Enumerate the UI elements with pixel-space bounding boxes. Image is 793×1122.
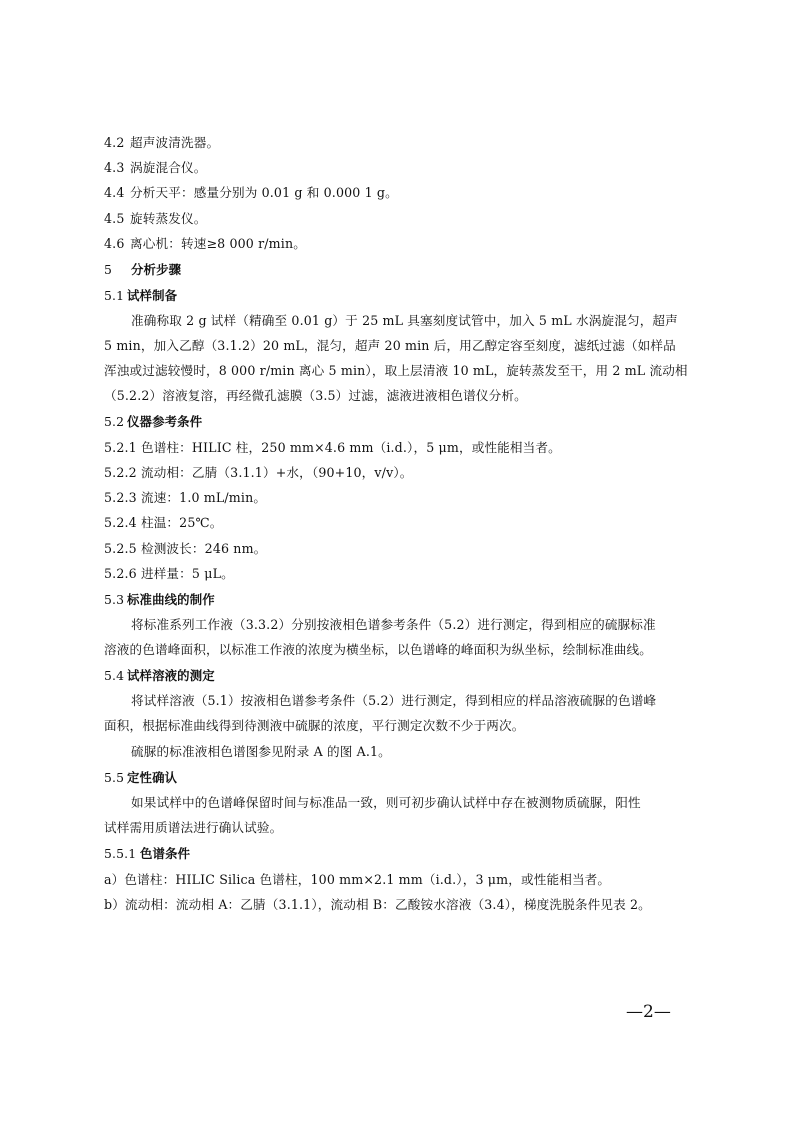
section-title: 色谱条件 bbox=[140, 846, 191, 861]
section-title: 试样制备 bbox=[127, 288, 178, 303]
section-number: 5.5.1 bbox=[104, 846, 137, 861]
item-number: 4.3 bbox=[104, 160, 125, 175]
paragraph-line: 面积，根据标准曲线得到待测液中硫脲的浓度，平行测定次数不少于两次。 bbox=[104, 718, 525, 733]
section-number: 5.1 bbox=[104, 288, 125, 303]
paragraph-line: 5 min，加入乙醇（3.1.2）20 mL，混匀，超声 20 min 后，用乙醇定容至刻度，滤纸过滤（如样品 bbox=[104, 338, 676, 353]
item-5-2-2: 5.2.2 流动相：乙腈（3.1.1）+水，（90+10，v/v）。 bbox=[104, 465, 413, 480]
paragraph-line: 将试样溶液（5.1）按液相色谱参考条件（5.2）进行测定，得到相应的样品溶液硫脲的色谱峰 bbox=[131, 693, 657, 708]
item-4-3 bbox=[104, 159, 206, 177]
paragraph-line: （5.2.2）溶液复溶，再经微孔滤膜（3.5）过滤，滤液进液相色谱仪分析。 bbox=[104, 388, 527, 403]
section-number: 5.4 bbox=[104, 668, 125, 683]
paragraph-line: 准确称取 2 g 试样（精确至 0.01 g）于 25 mL 具塞刻度试管中，加入 5 mL 水涡旋混匀，超声 bbox=[131, 313, 678, 328]
section-number: 5.3 bbox=[104, 592, 125, 607]
item-4-4 bbox=[104, 184, 398, 202]
item-5-2-3: 5.2.3 流速：1.0 mL/min。 bbox=[104, 490, 267, 505]
item-5-2-6: 5.2.6 进样量：5 μL。 bbox=[104, 566, 234, 581]
item-number: 4.5 bbox=[104, 211, 125, 226]
section-5-1-heading bbox=[104, 287, 177, 305]
page-number: —2— bbox=[626, 1002, 671, 1022]
section-5-5-heading bbox=[104, 769, 177, 787]
section-5-3-heading bbox=[104, 591, 215, 609]
item-4-6 bbox=[104, 235, 306, 253]
section-title: 标准曲线的制作 bbox=[127, 592, 215, 607]
paragraph-line: 浑浊或过滤较慢时，8 000 r/min 离心 5 min），取上层清液 10 mL，旋转蒸发至干，用 2 mL 流动相 bbox=[104, 363, 688, 378]
section-title: 分析步骤 bbox=[131, 262, 182, 277]
item-5-2-4: 5.2.4 柱温：25℃。 bbox=[104, 515, 223, 530]
section-number: 5.5 bbox=[104, 770, 125, 785]
list-item-a: a）色谱柱：HILIC Silica 色谱柱，100 mm×2.1 mm（i.d.），3 μm，或性能相当者。 bbox=[104, 872, 611, 887]
item-text: 离心机：转速≥8 000 r/min。 bbox=[130, 236, 306, 251]
item-5-2-5: 5.2.5 检测波长：246 nm。 bbox=[104, 541, 267, 556]
section-5-5-1-heading bbox=[104, 845, 190, 863]
section-title: 仪器参考条件 bbox=[127, 414, 203, 429]
item-4-5 bbox=[104, 210, 206, 228]
item-number: 4.6 bbox=[104, 236, 125, 251]
section-title: 试样溶液的测定 bbox=[127, 668, 215, 683]
item-text: 旋转蒸发仪。 bbox=[130, 211, 207, 226]
item-text: 涡旋混合仪。 bbox=[130, 160, 207, 175]
item-number: 4.4 bbox=[104, 185, 125, 200]
paragraph-line: 溶液的色谱峰面积，以标准工作液的浓度为横坐标，以色谱峰的峰面积为纵坐标，绘制标准曲线。 bbox=[104, 642, 652, 657]
item-text: 超声波清洗器。 bbox=[130, 135, 220, 150]
list-item-b: b）流动相：流动相 A：乙腈（3.1.1），流动相 B：乙酸铵水溶液（3.4），梯度洗脱条件见表 2。 bbox=[104, 897, 651, 912]
section-5-2-heading bbox=[104, 413, 202, 431]
item-number: 4.2 bbox=[104, 135, 125, 150]
paragraph-line: 如果试样中的色谱峰保留时间与标准品一致，则可初步确认试样中存在被测物质硫脲，阳性 bbox=[131, 795, 641, 810]
section-number: 5.2 bbox=[104, 414, 125, 429]
item-text: 分析天平：感量分别为 0.01 g 和 0.000 1 g。 bbox=[130, 185, 398, 200]
paragraph-line: 将标准系列工作液（3.3.2）分别按液相色谱参考条件（5.2）进行测定，得到相应的硫脲标准 bbox=[131, 617, 656, 632]
paragraph-line: 硫脲的标准液相色谱图参见附录 A 的图 A.1。 bbox=[131, 744, 391, 759]
section-5-4-heading bbox=[104, 667, 215, 685]
section-number: 5 bbox=[104, 262, 113, 277]
section-5-heading bbox=[104, 261, 181, 279]
item-5-2-1: 5.2.1 色谱柱：HILIC 柱，250 mm×4.6 mm（i.d.），5 μm，或性能相当者。 bbox=[104, 440, 561, 455]
item-4-2 bbox=[104, 134, 219, 152]
paragraph-line: 试样需用质谱法进行确认试验。 bbox=[104, 820, 283, 835]
section-title: 定性确认 bbox=[127, 770, 178, 785]
